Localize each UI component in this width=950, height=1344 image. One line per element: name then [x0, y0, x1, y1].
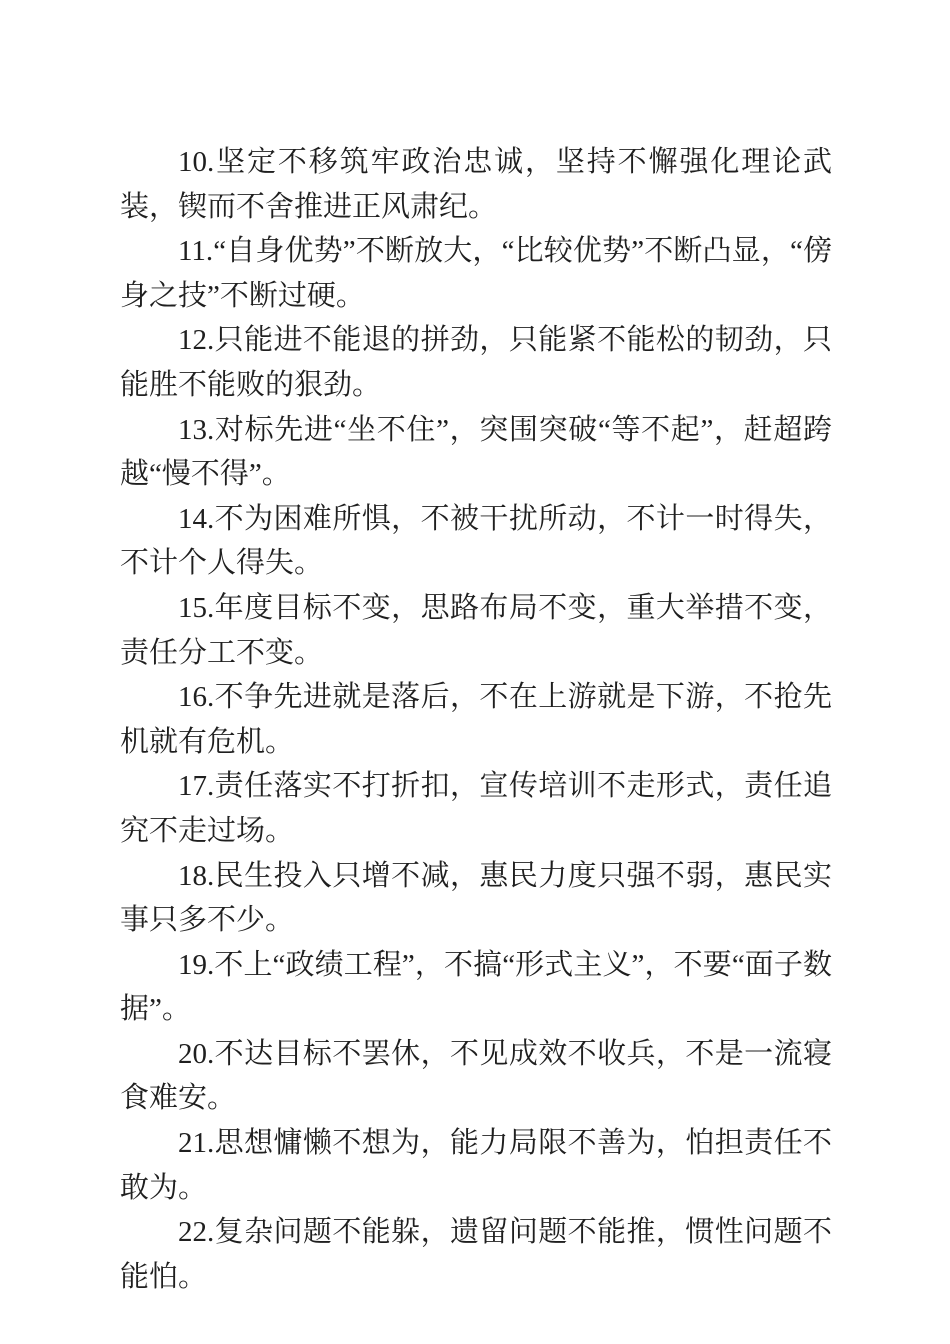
item-text: 只能进不能退的拼劲，只能紧不能松的韧劲，只能胜不能败的狠劲。	[120, 324, 832, 401]
list-item	[120, 1121, 832, 1210]
item-number: 11.	[178, 235, 214, 268]
list-item	[120, 586, 832, 675]
item-text: 不上“政绩工程”，不搞“形式主义”，不要“面子数据”。	[120, 948, 832, 1026]
item-text: 不争先进就是落后，不在上游就是下游，不抢先机就有危机。	[120, 681, 832, 758]
list-item	[120, 1032, 832, 1121]
item-text: 对标先进“坐不住”，突围突破“等不起”，赶超跨越“慢不得”。	[120, 413, 832, 491]
item-number: 15.	[178, 591, 215, 624]
item-text: 不为困难所惧，不被干扰所动，不计一时得失，不计个人得失。	[120, 502, 832, 580]
item-number: 21.	[178, 1127, 215, 1160]
item-number: 19.	[178, 948, 215, 981]
item-text: 不达目标不罢休，不见成效不收兵，不是一流寝食难安。	[120, 1037, 832, 1115]
list-item	[120, 675, 832, 764]
item-number: 22.	[178, 1216, 215, 1249]
list-item	[120, 497, 832, 586]
list-item	[120, 1210, 832, 1299]
item-number: 14.	[178, 502, 215, 535]
list-item	[120, 408, 832, 497]
item-text: 民生投入只增不减，惠民力度只强不弱，惠民实事只多不少。	[120, 859, 832, 937]
item-text: 思想慵懒不想为，能力局限不善为，怕担责任不敢为。	[120, 1127, 832, 1204]
item-number: 13.	[178, 413, 215, 446]
list-item	[120, 854, 832, 943]
list-item	[120, 140, 832, 229]
list-item	[120, 318, 832, 407]
item-text: 复杂问题不能躲，遗留问题不能推，惯性问题不能怕。	[120, 1216, 832, 1293]
item-text: 年度目标不变，思路布局不变，重大举措不变，责任分工不变。	[120, 591, 832, 669]
document-page	[120, 140, 832, 1299]
list-item	[120, 229, 832, 318]
list-item	[120, 764, 832, 853]
item-number: 17.	[178, 770, 215, 803]
item-number: 18.	[178, 859, 215, 892]
item-number: 16.	[178, 681, 215, 714]
item-text: 坚定不移筑牢政治忠诚，坚持不懈强化理论武装，锲而不舍推进正风肃纪。	[120, 146, 832, 223]
item-number: 12.	[178, 324, 215, 357]
item-number: 20.	[178, 1037, 215, 1070]
item-number: 10.	[178, 146, 215, 178]
list-item	[120, 943, 832, 1032]
item-text: 责任落实不打折扣，宣传培训不走形式，责任追究不走过场。	[120, 770, 832, 847]
item-text: “自身优势”不断放大，“比较优势”不断凸显，“傍身之技”不断过硬。	[120, 235, 832, 312]
